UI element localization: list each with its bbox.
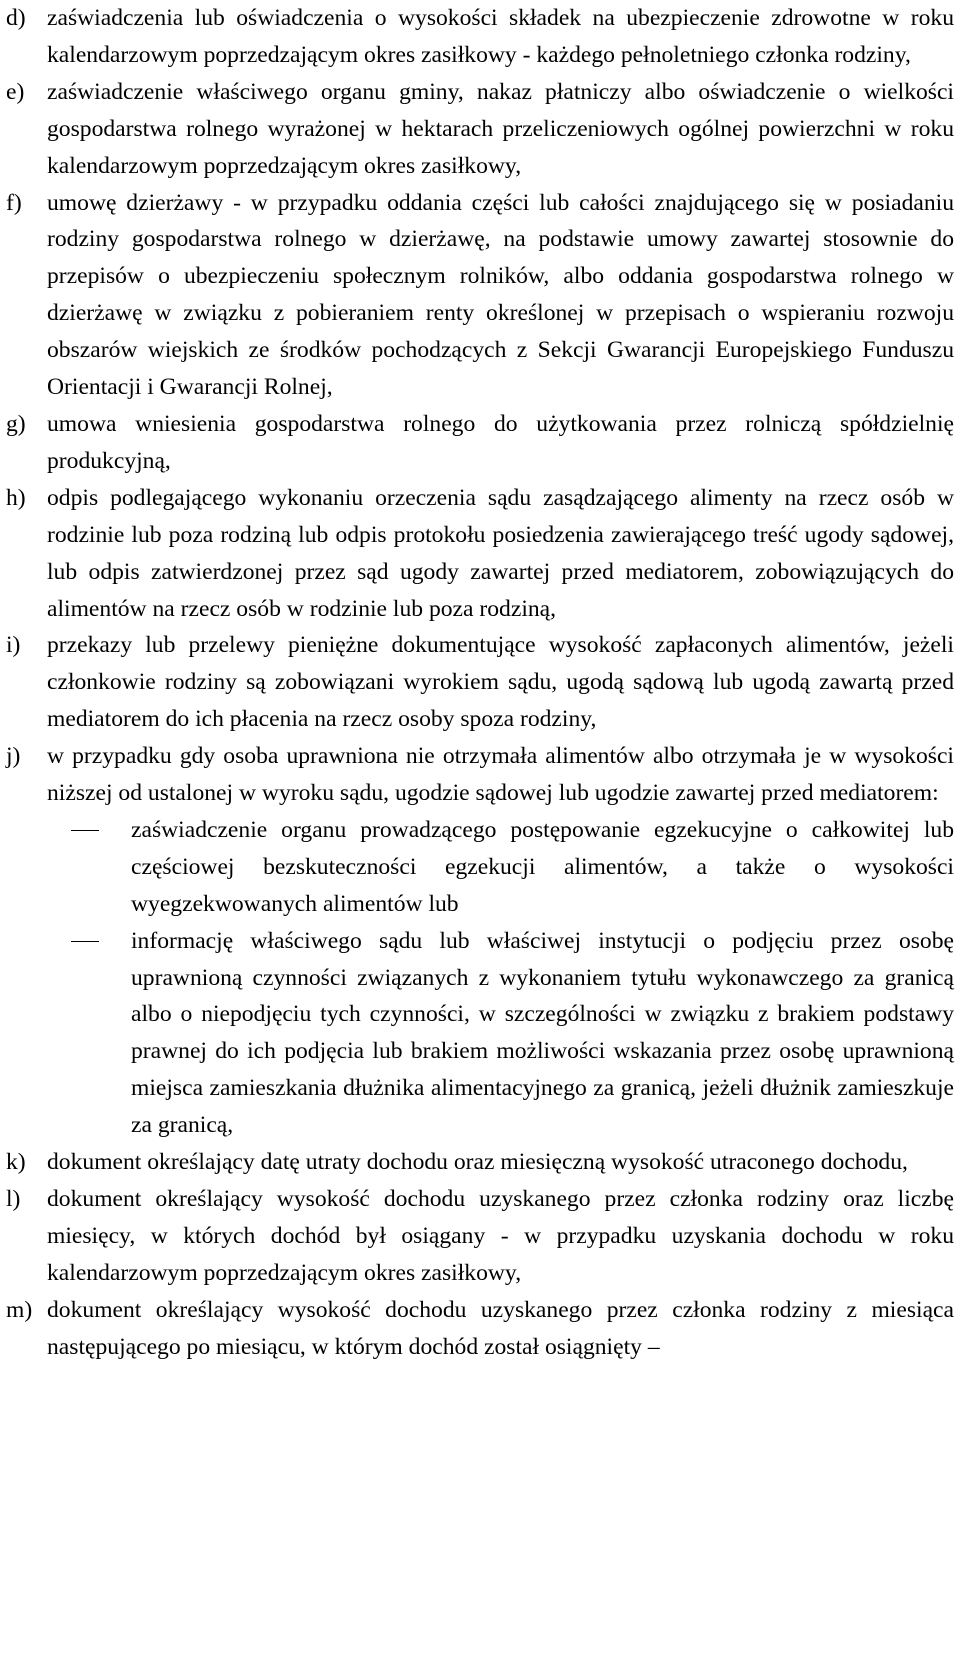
item-marker: f) — [6, 189, 22, 216]
sub-item-text: zaświadczenie organu prowadzącego postępowanie egzekucyjne o całkowitej lub częściowej bezskuteczności egzekucji alimentów, a także o wysokości wyegzekwowanych alimentów lub — [131, 816, 954, 917]
item-marker: m) — [6, 1296, 33, 1323]
sub-item-court-information — [6, 923, 954, 1144]
dash-bullet — [71, 830, 99, 831]
item-text: umowę dzierżawy - w przypadku oddania części lub całości znajdującego się w posiadaniu rodziny gospodarstwa rolnego w dzierżawę, na podstawie umowy zawartej stosownie do przepisów o ubezpieczeniu społecznym rolników, albo oddania gospodarstwa rolnego w dzierżawę w związku z pobieraniem renty określonej w przepisach o wspieraniu rozwoju obszarów wiejskich ze środków pochodzących z Sekcji Gwarancji Europejskiego Funduszu Orientacji i Gwarancji Rolnej, — [47, 189, 954, 401]
list-item-f — [6, 185, 954, 406]
item-text: odpis podlegającego wykonaniu orzeczenia sądu zasądzającego alimenty na rzecz osób w rodzinie lub poza rodziną lub odpis protokołu posiedzenia zawierającego treść ugody sądowej, lub odpis zatwierdzonej przez sąd ugody zawartej przed mediatorem, zobowiązujących do alimentów na rzecz osób w rodzinie lub poza rodziną, — [47, 484, 954, 622]
item-marker: l) — [6, 1186, 21, 1212]
item-marker: d) — [6, 5, 26, 31]
list-item-k — [6, 1144, 954, 1181]
list-item-h — [6, 480, 954, 628]
item-marker: k) — [6, 1149, 26, 1176]
list-item-l — [6, 1181, 954, 1292]
document-page — [6, 0, 954, 1366]
item-marker: e) — [6, 78, 25, 105]
item-marker: h) — [6, 484, 26, 511]
item-text: dokument określający datę utraty dochodu oraz miesięczną wysokość utraconego dochodu, — [47, 1149, 908, 1176]
item-text: przekazy lub przelewy pieniężne dokumentujące wysokość zapłaconych alimentów, jeżeli członkowie rodziny są zobowiązani wyrokiem sądu, ugodą sądową lub ugodą zawartą przed mediatorem do ich płacenia na rzecz osoby spoza rodziny, — [47, 632, 954, 733]
item-text: zaświadczenia lub oświadczenia o wysokości składek na ubezpieczenie zdrowotne w roku kalendarzowym poprzedzającym okres zasiłkowy - każdego pełnoletniego członka rodziny, — [47, 5, 954, 68]
item-text: dokument określający wysokość dochodu uzyskanego przez członka rodziny z miesiąca następującego po miesiącu, w którym dochód został osiągnięty – — [47, 1296, 954, 1360]
list-item-m — [6, 1292, 954, 1366]
list-item-d — [6, 0, 954, 74]
sub-item-enforcement-certificate — [6, 812, 954, 923]
sub-item-text: informację właściwego sądu lub właściwej instytucji o podjęciu przez osobę uprawnioną czynności związanych z wykonaniem tytułu wykonawczego za granicą albo o niepodjęciu tych czynności, w szczególności w związku z brakiem podstawy prawnej do ich podjęcia lub brakiem możliwości wskazania przez osobę uprawnioną miejsca zamieszkania dłużnika alimentacyjnego za granicą, jeżeli dłużnik zamieszkuje za granicą, — [131, 927, 954, 1139]
item-text: zaświadczenie właściwego organu gminy, nakaz płatniczy albo oświadczenie o wielkości gospodarstwa rolnego wyrażonej w hektarach przeliczeniowych ogólnej powierzchni w roku kalendarzowym poprzedzającym okres zasiłkowy, — [47, 78, 954, 179]
item-marker: g) — [6, 410, 26, 437]
item-text: w przypadku gdy osoba uprawniona nie otrzymała alimentów albo otrzymała je w wysokości niższej od ustalonej w wyroku sądu, ugodzie sądowej lub ugodzie zawartej przed mediatorem: — [47, 743, 954, 807]
list-item-g — [6, 406, 954, 480]
item-marker: i) — [6, 632, 21, 659]
list-item-j — [6, 738, 954, 1144]
list-item-i — [6, 627, 954, 738]
item-marker: j) — [6, 743, 21, 770]
item-text: umowa wniesienia gospodarstwa rolnego do użytkowania przez rolniczą spółdzielnię produkcyjną, — [47, 410, 954, 474]
list-item-e — [6, 74, 954, 185]
item-text: dokument określający wysokość dochodu uzyskanego przez członka rodziny oraz liczbę miesięcy, w których dochód był osiągany - w przypadku uzyskania dochodu w roku kalendarzowym poprzedzającym okres zasiłkowy, — [47, 1186, 954, 1286]
dash-bullet — [71, 941, 99, 942]
